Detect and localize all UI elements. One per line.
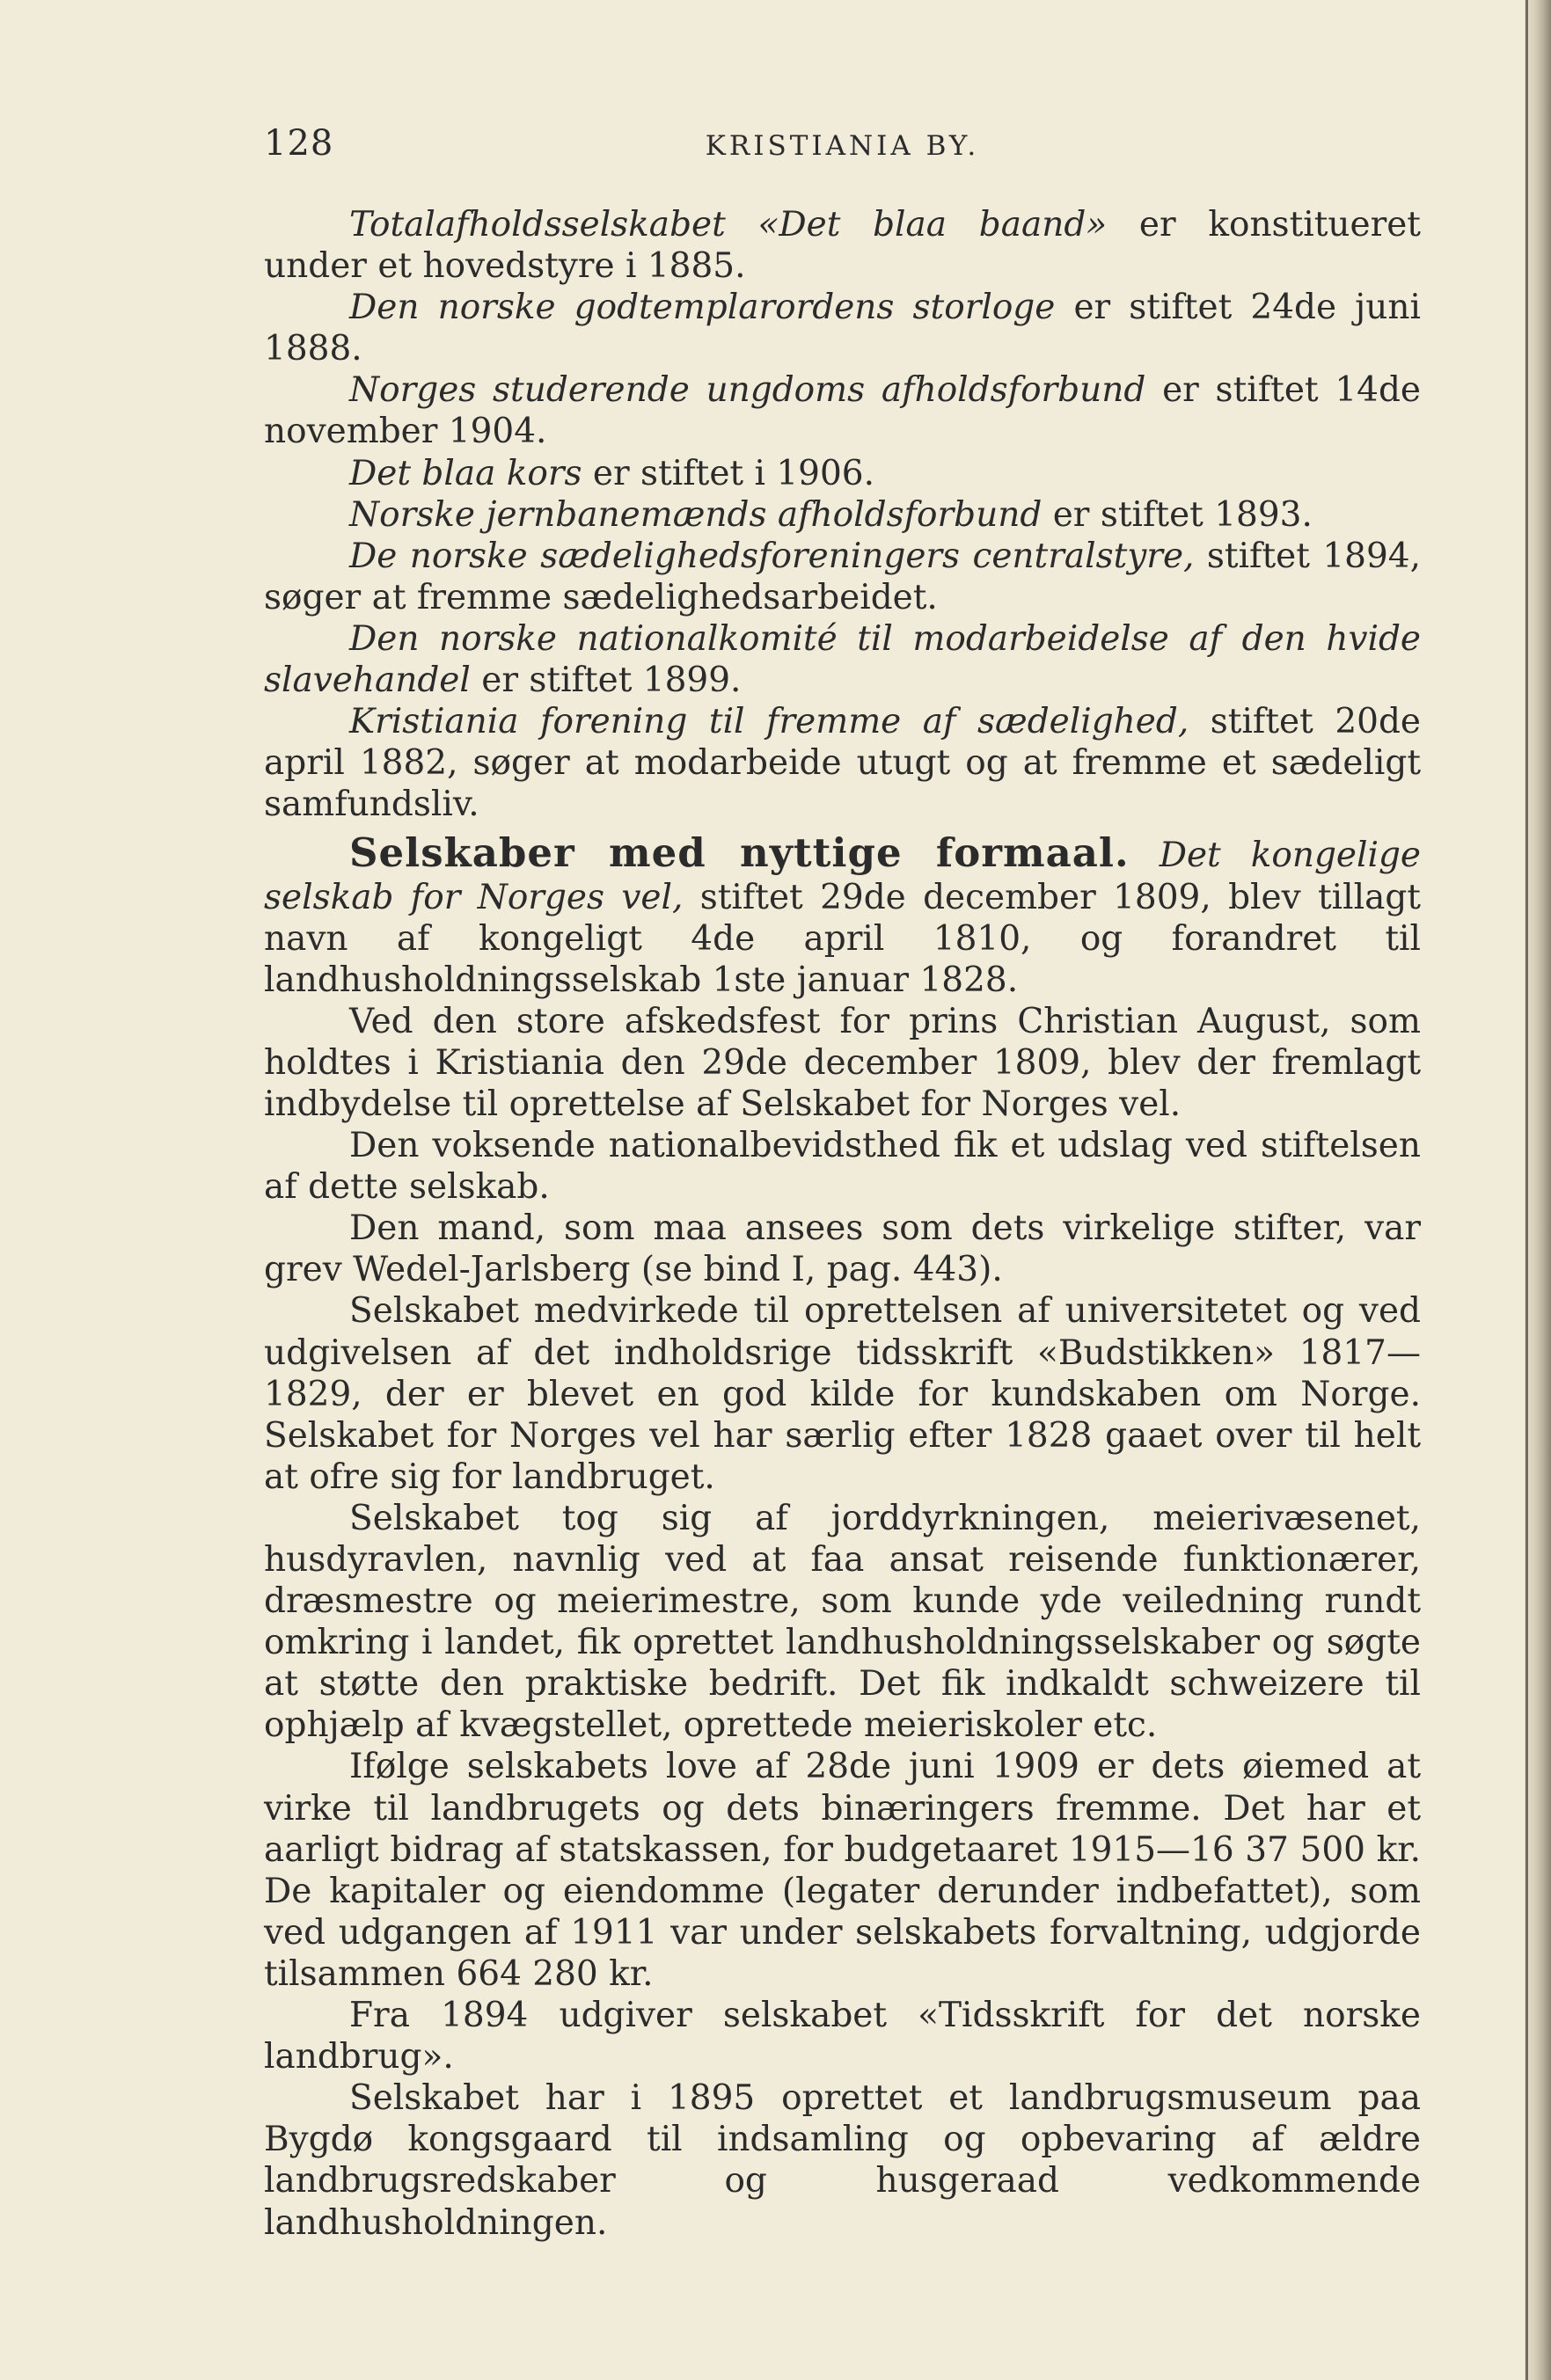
body-paragraph: Ved den store afskedsfest for prins Christian August, som holdtes i Kristiania den 29de december 1809, blev der fremlagt indbydelse til oprettelse af Selskabet for Norges vel. — [264, 1001, 1421, 1124]
paragraph — [264, 453, 1421, 494]
body-paragraph: Selskabet har i 1895 oprettet et landbrugsmuseum paa Bygdø kongsgaard til indsamling og opbevaring af ældre landbrugsredskaber og husgeraad vedkommende landhusholdningen. — [264, 2078, 1421, 2243]
paragraph-text: er stiftet i 1906. — [582, 453, 874, 493]
org-name: Det kongelige selskab for Norges vel, — [264, 836, 1422, 917]
page-number: 128 — [264, 123, 334, 164]
paragraph — [264, 701, 1421, 825]
text-block — [264, 204, 1421, 2244]
paragraph-text: er stiftet 1893. — [1042, 494, 1313, 535]
paragraph-text: er stiftet 14de november 1904. — [264, 370, 1421, 452]
paragraph-text: stiftet 1894, søger at fremme sædelighedsarbeidet. — [264, 536, 1421, 617]
body-paragraph: Fra 1894 udgiver selskabet «Tidsskrift for det norske landbrug». — [264, 1996, 1421, 2077]
paragraph — [264, 204, 1421, 287]
page-edge-line — [1525, 0, 1528, 2380]
page-header — [264, 123, 1421, 167]
body-paragraph: Den voksende nationalbevidsthed fik et udslag ved stiftelsen af dette selskab. — [264, 1126, 1421, 1208]
body-paragraph: Selskabet medvirkede til oprettelsen af universitetet og ved udgivelsen af det indholdsrige tidsskrift «Budstikken» 1817—1829, der er blevet en god kilde for kundskaben om Norge. Selskabet for Norges vel har særlig efter 1828 gaaet over til helt at ofre sig for landbruget. — [264, 1291, 1421, 1497]
paragraph — [264, 618, 1421, 701]
org-name: Totalafholdsselskabet «Det blaa baand» — [349, 205, 1108, 245]
org-name: De norske sædelighedsforeningers centralstyre, — [349, 536, 1195, 576]
body-paragraph: Ifølge selskabets love af 28de juni 1909 er dets øiemed at virke til landbrugets og dets binæringers fremme. Det har et aarligt bidrag af statskassen, for budgetaaret 1915—16 37 500 kr. De kapitaler og eiendomme (legater derunder indbefattet), som ved udgangen af 1911 var under selskabets forvaltning, udgjorde tilsammen 664 280 kr. — [264, 1747, 1421, 1994]
page-edge — [1525, 0, 1551, 2380]
paragraph-text: er stiftet 1899. — [470, 661, 742, 701]
section-heading: Selskaber med nyttige formaal. — [349, 829, 1130, 877]
paragraph-text: er stiftet 24de juni 1888. — [264, 288, 1421, 369]
running-head: KRISTIANIA BY. — [705, 130, 980, 162]
org-name: Norges studerende ungdoms afholdsforbund — [349, 370, 1146, 411]
org-name: Kristiania forening til fremme af sædelighed, — [349, 702, 1189, 742]
paragraph-text: stiftet 20de april 1882, søger at modarbeide utugt og at fremme et sædeligt samfundsliv. — [264, 702, 1422, 825]
body-paragraph: Selskabet tog sig af jorddyrkningen, meierivæsenet, husdyravlen, navnlig ved at faa ansat reisende funktionærer, dræsmestre og meierimestre, som kunde yde veiledning rundt omkring i landet, fik oprettet landhusholdningsselskaber og søgte at støtte den praktiske bedrift. Det fik indkaldt schweizere til ophjælp af kvægstellet, oprettede meieriskoler etc. — [264, 1498, 1421, 1746]
org-name: Den norske nationalkomité til modarbeidelse af den hvide slavehandel — [264, 618, 1421, 701]
body-paragraph: Den mand, som maa ansees som dets virkelige stifter, var grev Wedel-Jarlsberg (se bind I, pag. 443). — [264, 1208, 1421, 1290]
paragraph — [264, 369, 1421, 452]
section-paragraph — [264, 829, 1422, 1000]
paragraph-text: stiftet 29de december 1809, blev tillagt navn af kongeligt 4de april 1810, og forandret til landhusholdningsselskab 1ste januar 1828. — [264, 877, 1421, 1000]
paragraph — [264, 494, 1421, 536]
org-name: Den norske godtemplarordens storloge — [349, 288, 1056, 328]
paragraph — [264, 287, 1421, 369]
org-name: Norske jernbanemænds afholdsforbund — [349, 494, 1043, 535]
paragraph-text: er konstitueret under et hovedstyre i 1885. — [264, 205, 1421, 287]
paragraph — [264, 536, 1421, 618]
org-name: Det blaa kors — [349, 453, 582, 493]
